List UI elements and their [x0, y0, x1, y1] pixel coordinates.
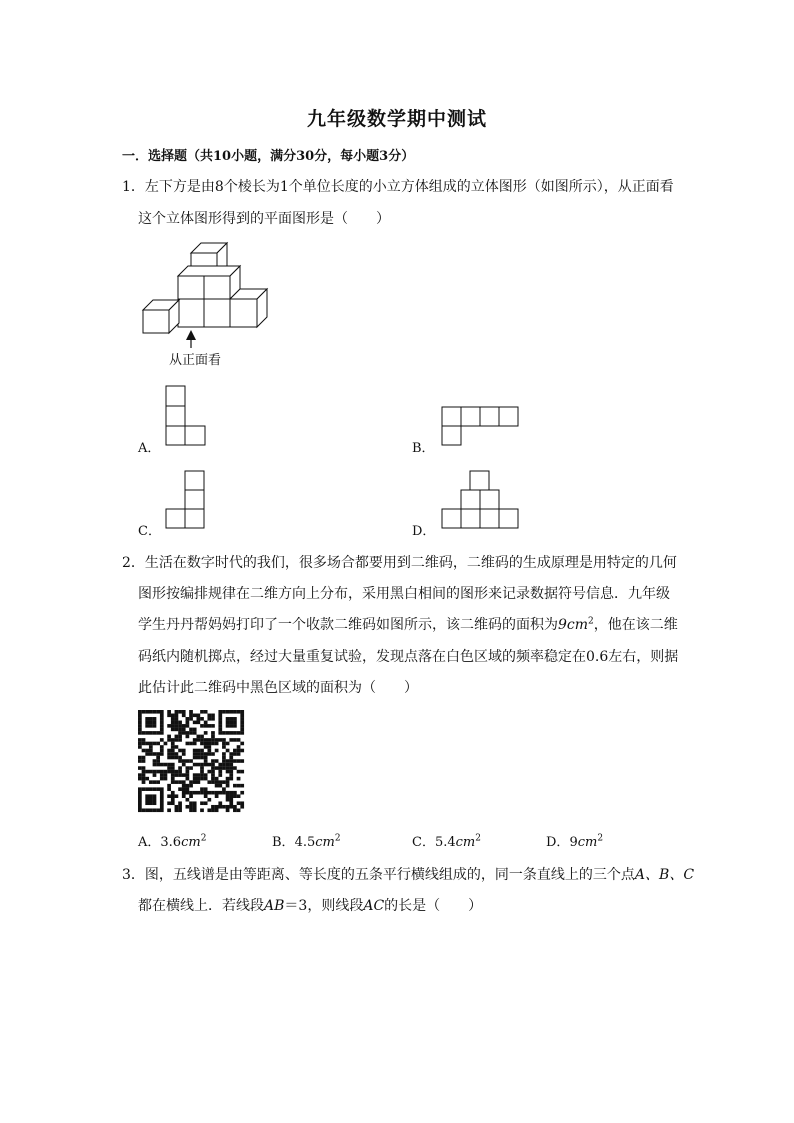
q2-option-d-exp: 2	[597, 833, 604, 844]
figure-caption: 从正面看	[169, 353, 222, 368]
q1-number: 1．	[122, 179, 145, 195]
q2-text-line1: 生活在数字时代的我们，很多场合都要用到二维码，二维码的生成原理是用特定的几何	[144, 555, 677, 571]
q2-option-d-unit: cm	[577, 835, 598, 850]
q3-text-line1: 图，五线谱是由等距离、等长度的五条平行横线组成的，同一条直线上的三个点	[144, 867, 635, 883]
q3-number: 3．	[122, 867, 145, 883]
q3-text-line2-pre: 都在横线上．若线段	[138, 898, 264, 914]
q2-option-a-value: 3.6	[160, 835, 182, 850]
q3-segment-ac: AC	[363, 898, 385, 914]
option-c-label: C．	[138, 524, 161, 539]
q2-option-b-label: B．	[272, 835, 295, 850]
q3-points: A、B、C	[634, 867, 695, 883]
q2-area-value: 9cm	[558, 617, 589, 633]
q2-line3	[138, 614, 678, 634]
q2-option-c	[412, 831, 481, 850]
q1-text-line2: 这个立体图形得到的平面图形是（ ）	[138, 211, 390, 227]
q2-option-b-unit: cm	[315, 835, 335, 850]
q3-segment-ab: AB	[264, 898, 285, 914]
page-title: 九年级数学期中测试	[306, 108, 487, 130]
q2-area-exponent: 2	[588, 616, 594, 627]
q2-option-c-value: 5.4	[434, 835, 456, 850]
q2-option-c-exp: 2	[475, 833, 481, 844]
q2-option-b-exp: 2	[334, 833, 341, 844]
q2-option-a-label: A．	[138, 835, 161, 850]
q2-option-a-unit: cm	[181, 835, 201, 850]
q2-text-line4: 码纸内随机掷点，经过大量重复试验，发现点落在白色区域的频率稳定在0.6左右，则据	[138, 649, 679, 665]
qr-code-image	[138, 710, 244, 812]
q2-option-d	[546, 831, 603, 850]
q2-number: 2．	[122, 555, 145, 571]
q2-option-d-label: D．	[546, 835, 570, 850]
q2-option-b	[272, 831, 341, 850]
section-heading: 一．选择题（共10小题，满分30分，每小题3分）	[122, 149, 415, 164]
option-d-label: D．	[412, 524, 436, 539]
q2-option-c-unit: cm	[455, 835, 476, 850]
q2-option-a	[138, 831, 206, 850]
q3-line2	[138, 895, 482, 915]
q2-option-b-value: 4.5	[294, 835, 316, 850]
q3-line1	[122, 864, 694, 884]
q2-text-line3-pre: 学生丹丹帮妈妈打印了一个收款二维码如图所示，该二维码的面积为	[138, 617, 558, 633]
q3-text-line2-post: 的长是（ ）	[384, 898, 483, 914]
option-b-label: B．	[412, 441, 435, 456]
q3-equals: ＝3，则线段	[284, 898, 364, 914]
q2-text-line3-post: ，他在该二维	[593, 617, 678, 633]
q2-line1	[122, 552, 677, 572]
q1-text-line1: 左下方是由8个棱长为1个单位长度的小立方体组成的立体图形（如图所示），从正面看	[144, 179, 674, 195]
q2-option-d-value: 9	[569, 835, 578, 850]
q2-text-line5: 此估计此二维码中黑色区域的面积为（ ）	[138, 680, 418, 696]
q2-option-c-label: C．	[412, 835, 435, 850]
option-a-label: A．	[138, 441, 161, 456]
q2-option-a-exp: 2	[200, 833, 207, 844]
q2-text-line2: 图形按编排规律在二维方向上分布，采用黑白相间的图形来记录数据符号信息．九年级	[138, 586, 670, 602]
